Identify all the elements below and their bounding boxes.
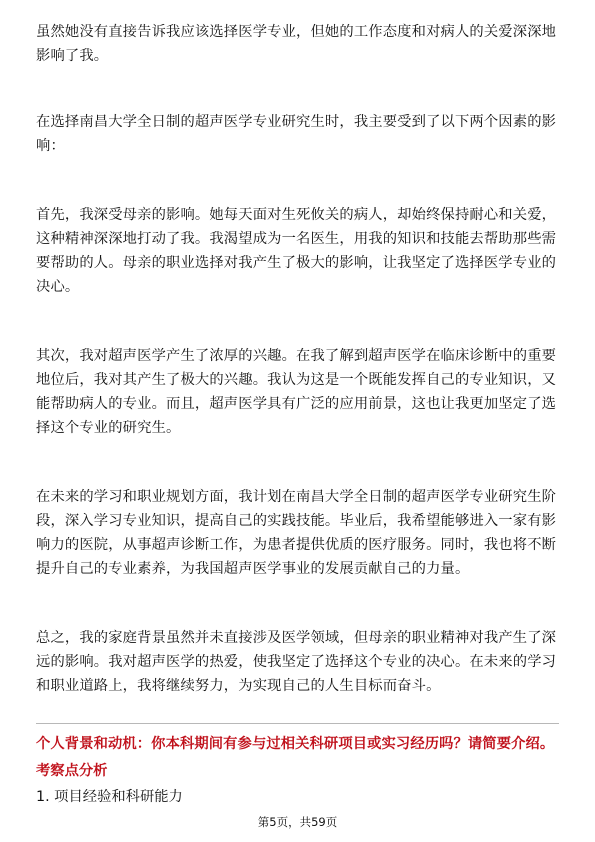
section-divider (36, 723, 559, 724)
question-heading: 个人背景和动机：你本科期间有参与过相关科研项目或实习经历吗？请简要介绍。 (36, 736, 555, 752)
section-title: 考察点分析 (36, 763, 108, 779)
list-item: 1. 项目经验和科研能力 (36, 789, 183, 805)
page-number: 第5页，共59页 (257, 815, 338, 829)
paragraph: 总之，我的家庭背景虽然并未直接涉及医学领域，但母亲的职业精神对我产生了深远的影响。我对超声医学的热爱，使我坚定了选择这个专业的决心。在未来的学习和职业道路上，我将继续努力，为实现自己的人生目标而奋斗。 (36, 630, 557, 694)
paragraph: 虽然她没有直接告诉我应该选择医学专业，但她的工作态度和对病人的关爱深深地影响了我。 (36, 24, 557, 64)
paragraph: 在选择南昌大学全日制的超声医学专业研究生时，我主要受到了以下两个因素的影响： (36, 114, 557, 154)
paragraph: 首先，我深受母亲的影响。她每天面对生死攸关的病人，却始终保持耐心和关爱，这种精神深深地打动了我。我渴望成为一名医生，用我的知识和技能去帮助那些需要帮助的人。母亲的职业选择对我产生了极大的影响，让我坚定了选择医学专业的决心。 (36, 207, 557, 295)
document-body (36, 20, 560, 698)
paragraph: 其次，我对超声医学产生了浓厚的兴趣。在我了解到超声医学在临床诊断中的重要地位后，我对其产生了极大的兴趣。我认为这是一个既能发挥自己的专业知识，又能帮助病人的专业。而且，超声医学具有广泛的应用前景，这也让我更加坚定了选择这个专业的研究生。 (36, 348, 557, 436)
paragraph: 在未来的学习和职业规划方面，我计划在南昌大学全日制的超声医学专业研究生阶段，深入学习专业知识，提高自己的实践技能。毕业后，我希望能够进入一家有影响力的医院，从事超声诊断工作，为患者提供优质的医疗服务。同时，我也将不断提升自己的专业素养，为我国超声医学事业的发展贡献自己的力量。 (36, 489, 557, 577)
